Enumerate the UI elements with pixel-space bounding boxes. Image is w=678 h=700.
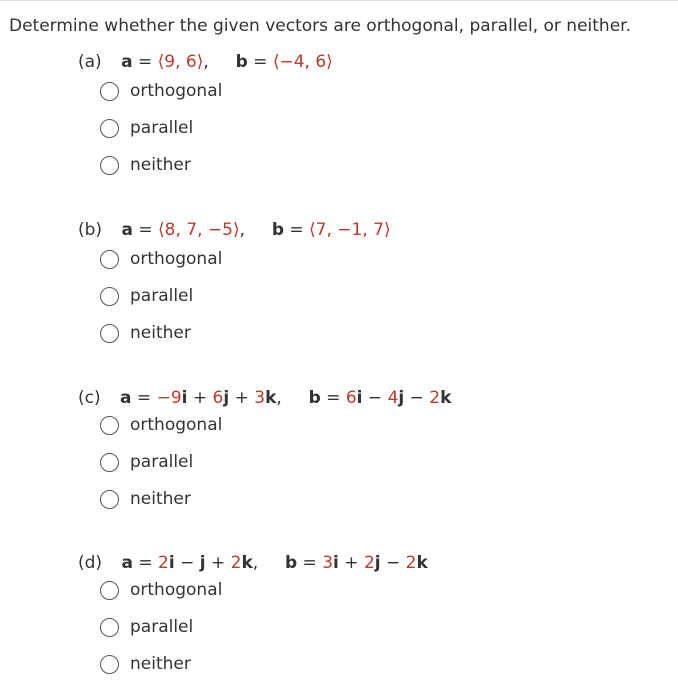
equation-segment: , — [252, 553, 259, 573]
equation-segment: j — [374, 553, 381, 573]
radio-button[interactable] — [100, 250, 119, 269]
part-header — [78, 549, 668, 577]
option-label: orthogonal — [130, 415, 223, 435]
equation-segment: 2 — [405, 553, 417, 573]
vector-a-equation — [121, 220, 245, 240]
radio-button[interactable] — [100, 618, 119, 637]
part-label: (d) — [78, 553, 103, 573]
vector-a-equation — [121, 553, 258, 573]
option-parallel[interactable] — [100, 116, 193, 140]
equation-segment: i — [333, 553, 339, 573]
equation-segment: b — [271, 220, 284, 240]
equation-segment: − — [380, 553, 406, 573]
option-neither[interactable] — [100, 321, 191, 345]
question-prompt: Determine whether the given vectors are orthogonal, parallel, or neither. — [9, 16, 631, 36]
vector-b-equation — [236, 52, 333, 72]
equation-segment: a — [121, 52, 133, 72]
equation-segment: − — [362, 388, 388, 408]
part-b — [78, 216, 668, 343]
option-neither[interactable] — [100, 153, 191, 177]
option-orthogonal[interactable] — [100, 578, 222, 602]
vector-a-equation — [121, 52, 209, 72]
equation-segment: , — [203, 52, 209, 72]
part-header — [78, 384, 668, 412]
equation-segment: + — [187, 388, 213, 408]
equation-segment: , — [276, 388, 282, 408]
option-orthogonal[interactable] — [100, 413, 222, 437]
option-label: neither — [130, 489, 191, 509]
equation-segment: j — [199, 553, 206, 573]
equation-segment: = — [132, 220, 159, 240]
equation-segment: i — [181, 388, 188, 408]
option-neither[interactable] — [100, 652, 191, 676]
equation-segment: = — [131, 388, 157, 408]
equation-segment: 6 — [212, 388, 224, 408]
option-parallel[interactable] — [100, 450, 193, 474]
part-label: (c) — [78, 388, 101, 408]
radio-button[interactable] — [100, 119, 119, 138]
equation-segment: b — [308, 388, 321, 408]
equation-segment: = — [320, 388, 346, 408]
option-orthogonal[interactable] — [100, 79, 222, 103]
equation-segment: 6 — [345, 388, 357, 408]
equation-segment: −9 — [156, 388, 182, 408]
radio-button[interactable] — [100, 490, 119, 509]
part-a — [78, 48, 668, 175]
equation-segment: − — [404, 388, 430, 408]
part-label: (a) — [78, 52, 102, 72]
equation-segment: j — [223, 388, 230, 408]
equation-segment: = — [132, 553, 159, 573]
part-header — [78, 216, 668, 244]
option-parallel[interactable] — [100, 284, 193, 308]
equation-segment: + — [338, 553, 364, 573]
equation-segment: = — [247, 52, 273, 72]
option-label: neither — [130, 323, 191, 343]
part-d — [78, 549, 668, 674]
equation-segment: 3 — [322, 553, 334, 573]
option-label: orthogonal — [130, 81, 223, 101]
equation-segment: a — [121, 220, 133, 240]
equation-segment: k — [241, 553, 253, 573]
radio-button[interactable] — [100, 655, 119, 674]
equation-segment: b — [284, 553, 298, 573]
option-label: orthogonal — [130, 249, 223, 269]
equation-segment: k — [265, 388, 277, 408]
equation-segment: k — [416, 553, 428, 573]
equation-segment: + — [229, 388, 255, 408]
vector-b-equation — [309, 388, 452, 408]
equation-segment: 2 — [429, 388, 441, 408]
equation-segment: i — [356, 388, 363, 408]
radio-button[interactable] — [100, 287, 119, 306]
top-divider — [0, 0, 678, 1]
equation-segment: j — [398, 388, 405, 408]
equation-segment: ⟨9, 6⟩ — [157, 52, 204, 72]
option-parallel[interactable] — [100, 615, 193, 639]
option-label: neither — [130, 654, 191, 674]
equation-segment: a — [120, 388, 132, 408]
vector-b-equation — [272, 220, 391, 240]
radio-button[interactable] — [100, 416, 119, 435]
option-label: neither — [130, 155, 191, 175]
equation-segment: + — [205, 553, 231, 573]
option-label: parallel — [130, 286, 194, 306]
equation-segment: ⟨−4, 6⟩ — [272, 52, 333, 72]
option-label: parallel — [130, 118, 194, 138]
option-label: parallel — [130, 452, 194, 472]
equation-segment: 4 — [387, 388, 399, 408]
equation-segment: , — [239, 220, 245, 240]
equation-segment: i — [168, 553, 175, 573]
option-label: parallel — [130, 617, 194, 637]
radio-button[interactable] — [100, 453, 119, 472]
option-label: orthogonal — [130, 580, 223, 600]
equation-segment: b — [235, 52, 248, 72]
equation-segment: 3 — [254, 388, 266, 408]
equation-segment: = — [297, 553, 323, 573]
option-orthogonal[interactable] — [100, 247, 222, 271]
equation-segment: k — [440, 388, 452, 408]
radio-button[interactable] — [100, 82, 119, 101]
part-label: (b) — [78, 220, 103, 240]
equation-segment: − — [174, 553, 200, 573]
equation-segment: ⟨7, −1, 7⟩ — [309, 220, 391, 240]
equation-segment: ⟨8, 7, −5⟩ — [158, 220, 240, 240]
part-header — [78, 48, 668, 76]
equation-segment: = — [283, 220, 310, 240]
radio-button[interactable] — [100, 581, 119, 600]
equation-segment: = — [132, 52, 158, 72]
radio-button[interactable] — [100, 324, 119, 343]
option-neither[interactable] — [100, 487, 191, 511]
part-c — [78, 384, 668, 509]
radio-button[interactable] — [100, 156, 119, 175]
equation-segment: 2 — [158, 553, 169, 573]
equation-segment: 2 — [363, 553, 375, 573]
equation-segment: a — [121, 553, 133, 573]
vector-a-equation — [120, 388, 282, 408]
equation-segment: 2 — [230, 553, 242, 573]
vector-b-equation — [285, 553, 428, 573]
